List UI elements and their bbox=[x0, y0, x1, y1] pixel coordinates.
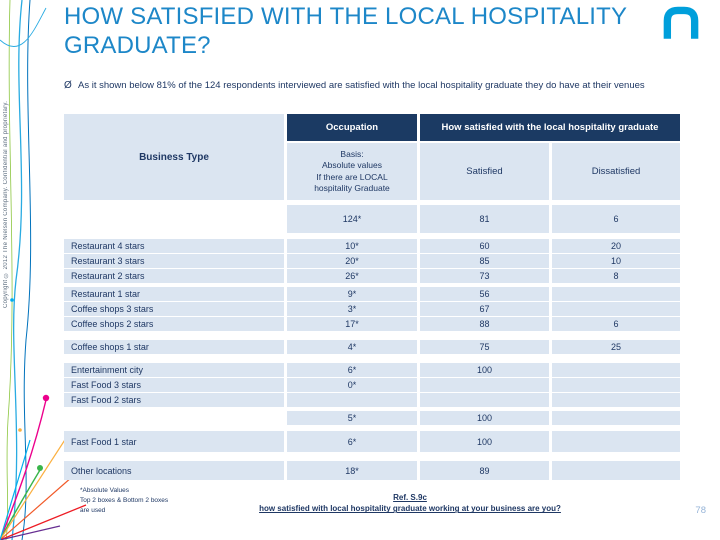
table-row bbox=[64, 411, 677, 425]
table-row bbox=[64, 287, 677, 301]
business-type-cell: Restaurant 1 star bbox=[64, 287, 284, 301]
basis-cell: 6* bbox=[287, 431, 417, 452]
footnote-line: are used bbox=[80, 507, 106, 515]
dissatisfied-cell: 10 bbox=[552, 254, 680, 268]
ref-code: Ref. S.9c bbox=[393, 493, 427, 502]
satisfied-cell bbox=[420, 393, 549, 407]
bullet-paragraph bbox=[64, 79, 682, 94]
business-type-cell: Restaurant 4 stars bbox=[64, 239, 284, 253]
nielsen-n-icon bbox=[660, 6, 702, 40]
ref-question: how satisfied with local hospitality graduate working at your business are you? bbox=[259, 504, 561, 514]
business-type-cell: Fast Food 2 stars bbox=[64, 393, 284, 407]
page-number: 78 bbox=[695, 505, 706, 516]
basis-cell bbox=[287, 393, 417, 407]
table-row bbox=[64, 302, 677, 316]
footnote bbox=[80, 486, 168, 516]
dissatisfied-cell: 6 bbox=[552, 205, 680, 233]
satisfied-header: Satisfied bbox=[420, 143, 549, 200]
basis-cell: 17* bbox=[287, 317, 417, 331]
dissatisfied-cell bbox=[552, 363, 680, 377]
table-row bbox=[64, 269, 677, 283]
dissatisfied-cell: 25 bbox=[552, 340, 680, 354]
satisfied-cell: 100 bbox=[420, 431, 549, 452]
nielsen-logo bbox=[660, 6, 702, 40]
table-row bbox=[64, 393, 677, 407]
satisfied-cell: 100 bbox=[420, 411, 549, 425]
dissatisfied-cell: 6 bbox=[552, 317, 680, 331]
basis-cell: 3* bbox=[287, 302, 417, 316]
business-type-cell: Coffee shops 1 star bbox=[64, 340, 284, 354]
table-row bbox=[64, 431, 677, 452]
title-line-2: GRADUATE? bbox=[64, 32, 211, 60]
satisfied-cell: 85 bbox=[420, 254, 549, 268]
satisfied-cell: 100 bbox=[420, 363, 549, 377]
satisfied-cell: 60 bbox=[420, 239, 549, 253]
bullet-text: As it shown below 81% of the 124 respondents interviewed are satisfied with the local hospitality graduate they do have at their venues bbox=[78, 80, 645, 91]
dissatisfied-header: Dissatisfied bbox=[552, 143, 680, 200]
satisfied-cell: 67 bbox=[420, 302, 549, 316]
basis-line: If there are LOCAL bbox=[316, 171, 388, 182]
dissatisfied-cell bbox=[552, 378, 680, 392]
basis-cell: 20* bbox=[287, 254, 417, 268]
dissatisfied-cell bbox=[552, 461, 680, 480]
business-type-cell: Fast Food 3 stars bbox=[64, 378, 284, 392]
basis-line: Basis: bbox=[340, 149, 364, 160]
table-header bbox=[64, 114, 677, 200]
table-row bbox=[64, 205, 677, 233]
footnote-line: Top 2 boxes & Bottom 2 boxes bbox=[80, 497, 169, 505]
dissatisfied-cell: 20 bbox=[552, 239, 680, 253]
satisfied-cell: 81 bbox=[420, 205, 549, 233]
business-type-cell: Coffee shops 2 stars bbox=[64, 317, 284, 331]
business-type-cell: Entertainment city bbox=[64, 363, 284, 377]
table-row bbox=[64, 317, 677, 331]
satisfaction-header: How satisfied with the local hospitality graduate bbox=[420, 114, 680, 141]
copyright-vertical-text: Copyright © 2012 The Nielsen Company. Confidential and proprietary. bbox=[3, 100, 9, 308]
basis-cell: 10* bbox=[287, 239, 417, 253]
basis-cell: 26* bbox=[287, 269, 417, 283]
basis-cell: 18* bbox=[287, 461, 417, 480]
satisfied-cell bbox=[420, 378, 549, 392]
basis-cell: 0* bbox=[287, 378, 417, 392]
satisfied-cell: 75 bbox=[420, 340, 549, 354]
business-type-cell: Other locations bbox=[64, 461, 284, 480]
table-row bbox=[64, 254, 677, 268]
business-type-cell: Restaurant 3 stars bbox=[64, 254, 284, 268]
dissatisfied-cell bbox=[552, 411, 680, 425]
table-row bbox=[64, 363, 677, 377]
basis-header-cell bbox=[287, 143, 417, 200]
table-row bbox=[64, 340, 677, 354]
occupation-header: Occupation bbox=[287, 114, 417, 141]
footnote-line: *Absolute Values bbox=[80, 487, 130, 494]
satisfied-cell: 56 bbox=[420, 287, 549, 301]
table-row bbox=[64, 239, 677, 253]
business-type-cell: Restaurant 2 stars bbox=[64, 269, 284, 283]
dissatisfied-cell bbox=[552, 302, 680, 316]
dissatisfied-cell bbox=[552, 393, 680, 407]
dissatisfied-cell: 8 bbox=[552, 269, 680, 283]
dissatisfied-cell bbox=[552, 431, 680, 452]
business-type-header: Business Type bbox=[64, 114, 284, 200]
business-type-cell bbox=[64, 205, 284, 233]
dissatisfied-cell bbox=[552, 287, 680, 301]
business-type-cell: Fast Food 1 star bbox=[64, 431, 284, 452]
bullet-arrow-icon: Ø bbox=[64, 80, 72, 91]
business-type-cell bbox=[64, 411, 284, 425]
page-title bbox=[64, 2, 656, 61]
title-line-1: HOW SATISFIED WITH THE LOCAL HOSPITALITY bbox=[64, 3, 628, 30]
basis-cell: 5* bbox=[287, 411, 417, 425]
reference-note bbox=[245, 492, 575, 514]
basis-cell: 9* bbox=[287, 287, 417, 301]
satisfaction-table bbox=[64, 114, 677, 480]
business-type-cell: Coffee shops 3 stars bbox=[64, 302, 284, 316]
satisfied-cell: 88 bbox=[420, 317, 549, 331]
basis-line: Absolute values bbox=[321, 160, 382, 171]
table-row bbox=[64, 461, 677, 480]
basis-line: hospitality Graduate bbox=[314, 182, 390, 193]
table-body bbox=[64, 205, 677, 480]
table-row bbox=[64, 378, 677, 392]
basis-cell: 6* bbox=[287, 363, 417, 377]
basis-cell: 4* bbox=[287, 340, 417, 354]
basis-cell: 124* bbox=[287, 205, 417, 233]
satisfied-cell: 73 bbox=[420, 269, 549, 283]
satisfied-cell: 89 bbox=[420, 461, 549, 480]
